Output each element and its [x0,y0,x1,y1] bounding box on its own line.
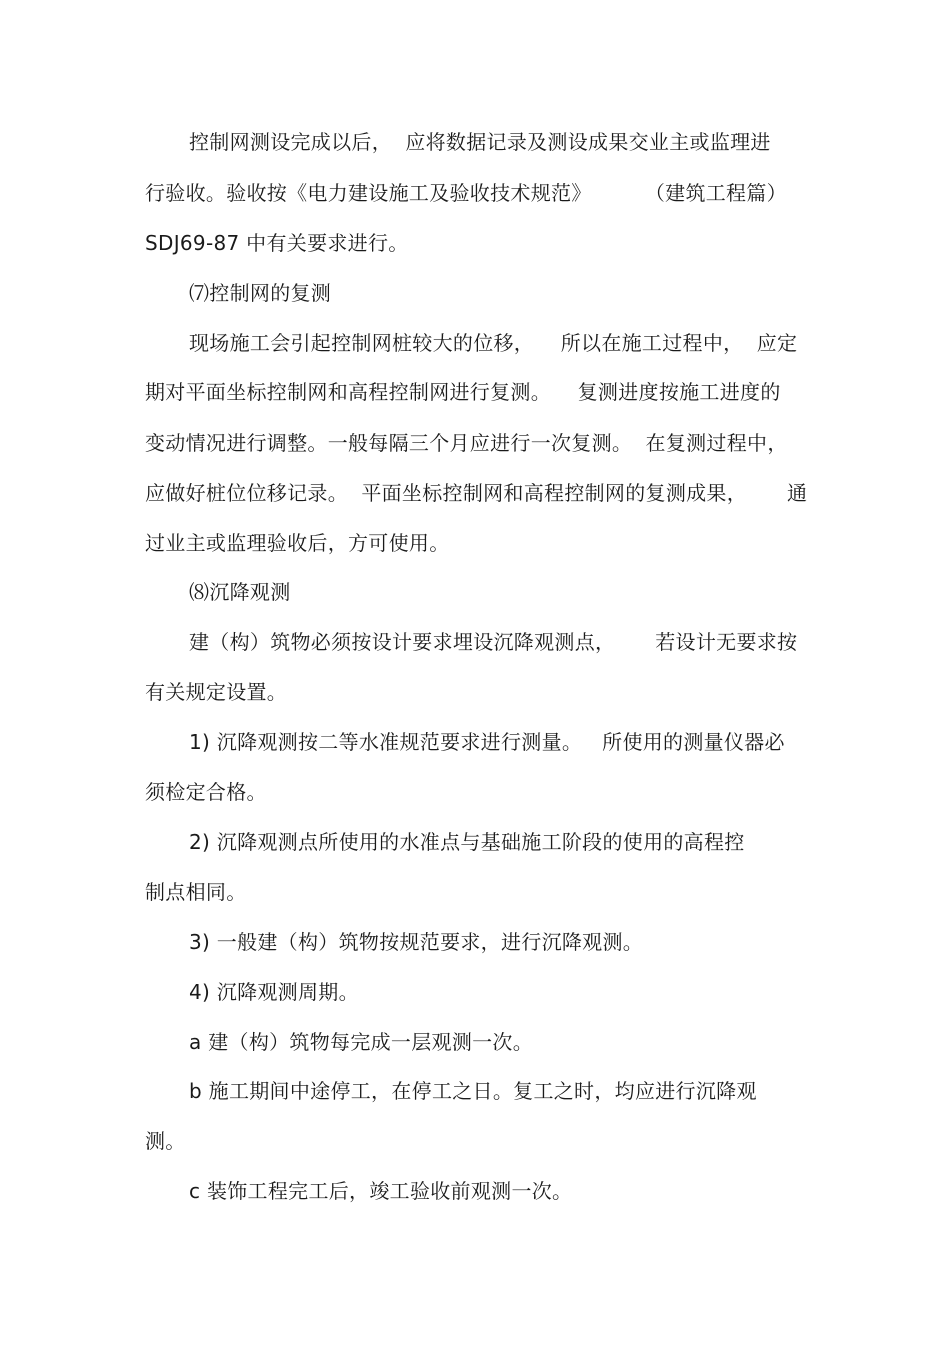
list-item: a 建（构）筑物每完成一层观测一次。 [189,1030,534,1054]
section-heading: ⑺控制网的复测 [189,281,332,305]
paragraph-line: 建（构）筑物必须按设计要求埋设沉降观测点， 若设计无要求按 [189,630,798,654]
paragraph-line: SDJ69-87 中有关要求进行。 [145,231,409,255]
paragraph-line: 控制网测设完成以后， 应将数据记录及测设成果交业主或监理进 [189,130,771,154]
paragraph-line: 有关规定设置。 [145,680,288,704]
list-item: c 装饰工程完工后，竣工验收前观测一次。 [189,1179,573,1203]
list-item: 2) 沉降观测点所使用的水准点与基础施工阶段的使用的高程控 [189,830,745,854]
paragraph-line: 过业主或监理验收后，方可使用。 [145,531,450,555]
list-item: 4) 沉降观测周期。 [189,980,359,1004]
paragraph-line: 期对平面坐标控制网和高程控制网进行复测。 复测进度按施工进度的 [145,380,781,404]
section-heading: ⑻沉降观测 [189,580,291,604]
paragraph-line: 行验收。验收按《电力建设施工及验收技术规范》 （建筑工程篇） [145,181,787,205]
paragraph-line: 须检定合格。 [145,780,267,804]
paragraph-line: 现场施工会引起控制网桩较大的位移， 所以在施工过程中， 应定 [189,331,798,355]
paragraph-line: 变动情况进行调整。一般每隔三个月应进行一次复测。 在复测过程中， [145,431,788,455]
list-item: 1) 沉降观测按二等水准规范要求进行测量。 所使用的测量仪器必 [189,730,785,754]
list-item: 3) 一般建（构）筑物按规范要求，进行沉降观测。 [189,930,644,954]
paragraph-line: 制点相同。 [145,880,247,904]
paragraph-line: 测。 [145,1129,186,1153]
paragraph-line: 应做好桩位位移记录。 平面坐标控制网和高程控制网的复测成果， 通 [145,481,808,505]
list-item: b 施工期间中途停工，在停工之日。复工之时，均应进行沉降观 [189,1079,757,1103]
